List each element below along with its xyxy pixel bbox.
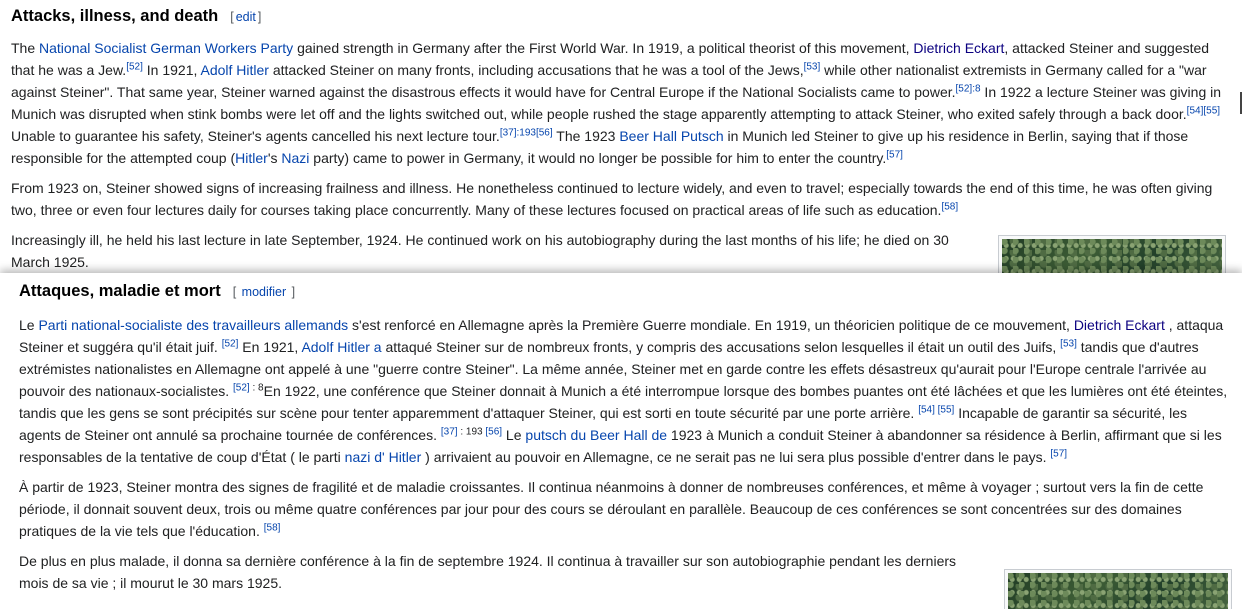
link-parti-national-socialiste[interactable]: Parti national-socialiste des travailleurs allemands [38,317,349,333]
ref-56[interactable]: [56] [485,426,503,438]
ref-52-8[interactable]: [52]:8 [955,83,981,95]
english-article-panel [0,0,1242,273]
text: , attacked Steiner and suggested that he was a Jew. [11,40,1210,78]
thumbnail-image [1008,573,1228,609]
link-beer-hall-putsch[interactable]: Beer Hall Putsch [619,128,724,144]
edit-section-link-wrapper: [ edit ] [230,10,262,24]
link-nazi[interactable]: Nazi [281,150,310,166]
link-adolf-hitler[interactable]: Adolf Hitler [200,62,269,78]
ref-37-193-56[interactable]: [37]:193[56] [499,127,553,139]
section-heading-fr [19,282,1229,301]
ref-53[interactable]: [53] [803,61,821,73]
section-heading-text: Attacks, illness, and death [11,7,219,25]
ref-58[interactable]: [58] [941,201,959,213]
ref-page-193: : 193 [457,426,486,438]
link-nazi-hitler[interactable]: nazi d' Hitler [344,449,422,465]
french-article-panel [0,273,1242,609]
ref-52[interactable]: [52] [233,382,250,394]
ref-54-55[interactable]: [54][55] [1186,105,1221,117]
text: 1923 à Munich a conduit Steiner à abandonner sa résidence à Berlin, affirmant que si les responsables de la tentative de coup d'État ( le parti [19,427,1222,465]
text: In 1921, [142,62,201,78]
link-dietrich-eckart[interactable]: Dietrich Eckart [913,40,1005,56]
french-article-content [19,282,1229,602]
text: party) came to power in Germany, it would no longer be possible for him to enter the country. [309,150,887,166]
text: ) arrivaient au pouvoir en Allemagne, ce ne serait pas ne lui sera plus possible d'entrer dans le pays. [421,449,1051,465]
link-dietrich-eckart[interactable]: Dietrich Eckart [1073,317,1165,333]
modifier-section-link[interactable]: modifier [241,285,287,299]
link-hitler[interactable]: Hitler [235,150,268,166]
article-thumbnail-en[interactable] [998,235,1226,273]
paragraph-fr-3: De plus en plus malade, il donna sa dernière conférence à la fin de septembre 1924. Il continua à travailler sur son autobiographie pendant les derniers mois de sa vie ; il mourut le 30 mars 1925. [19,553,957,591]
text: Le [502,427,526,443]
paragraph-en-1 [11,37,1226,169]
text: , attaqua Steiner et suggéra qu'il était juif. [19,317,1224,355]
text: gained strength in Germany after the First World War. In 1919, a political theorist of this movement, [293,40,914,56]
text: attaqué Steiner sur de nombreux fronts, y compris des accusations selon lesquelles il était un outil des Juifs, [381,339,1061,355]
english-article-content [11,7,1226,273]
section-heading-en [11,7,1226,26]
section-heading-text: Attaques, maladie et mort [19,282,221,300]
text: in Munich led Steiner to give up his residence in Berlin, saying that if those responsible for the attempted coup ( [11,128,1189,166]
text: tandis que d'autres extrémistes nationalistes en Allemagne ont appelé à une "guerre contre Steiner". La même année, Steiner met en garde contre les effets désastreux qu'aurait pour l'Europe centrale l'arrivée au pouvoir des nationaux-socialistes. [19,339,1207,399]
paragraph-en-3: Increasingly ill, he held his last lecture in late September, 1924. He continued work on his autobiography during the last months of his life; he died on 30 March 1925. [11,232,949,270]
text: The [11,40,40,56]
text: Incapable de garantir sa sécurité, les agents de Steiner ont annulé sa prochaine tournée de conférences. [19,405,1188,443]
ref-54-55[interactable]: [54] [55] [918,404,955,416]
ref-57[interactable]: [57] [886,149,903,161]
ref-37[interactable]: [37] [440,426,458,438]
ref-57[interactable]: [57] [1050,448,1068,460]
ref-58[interactable]: [58] [263,522,281,534]
text: attacked Steiner on many fronts, including accusations that he was a tool of the Jews, [268,62,804,78]
text: while other nationalist extremists in Germany called for a "war against Steiner". That same year, Steiner warned against the disastrous effects it would have for Central Europe if the National Socialists came to power. [11,62,1207,100]
link-putsch-beer-hall[interactable]: putsch du Beer Hall de [525,427,668,443]
paragraph-en-2 [11,177,1226,221]
text: Unable to guarantee his safety, Steiner's agents cancelled his next lecture tour. [11,128,500,144]
ref-53[interactable]: [53] [1060,338,1077,350]
text: À partir de 1923, Steiner montra des signes de fragilité et de maladie croissantes. Il continua néanmoins à donner de nombreuses conférences, et même à voyager ; surtout vers la fin de cette période, il donnait souvent deux, trois ou même quatre conférences par jour pour des cours se déroulant en parallèle. Beaucoup de ces conférences se sont concentrées sur des domaines pratiques de la vie tels que l'éducation. [19,479,1204,539]
ref-52[interactable]: [52] [126,61,143,73]
text: Le [19,317,39,333]
paragraph-fr-2 [19,476,1229,542]
text: From 1923 on, Steiner showed signs of increasing frailness and illness. He nonetheless continued to lecture widely, and even to travel; especially towards the end of this time, he was often giving two, three or even four lectures daily for courses taking place concurrently. Many of these lectures focused on practical areas of life such as education. [11,180,1213,218]
ref-52[interactable]: [52] [221,338,239,350]
text: En 1922, une conférence que Steiner donnait à Munich a été interrompue lorsque des bombes puantes ont été lâchées et que les lumières ont été éteintes, tandis que les gens se sont précipités sur scène pour tenter apparemment d'attaquer Steiner, qui est sorti en toute sécurité par une porte arrière. [19,383,1228,421]
article-thumbnail-fr[interactable] [1004,569,1232,609]
edit-section-link[interactable]: edit [235,10,256,24]
text: s'est renforcé en Allemagne après la Première Guerre mondiale. En 1919, un théoricien politique de ce mouvement, [348,317,1074,333]
text: In 1922 a lecture Steiner was giving in Munich was disrupted when stink bombs were let off and the lights switched out, while people rushed the stage apparently attempting to attack Steiner, who exited safely through a back door. [11,84,1222,122]
text: En 1921, [238,339,302,355]
modifier-section-link-wrapper: [ modifier ] [232,285,296,299]
text: The 1923 [552,128,620,144]
thumbnail-image [1002,239,1222,273]
ref-page-8: : 8 [249,382,264,394]
paragraph-fr-1 [19,314,1229,468]
link-nsdap[interactable]: National Socialist German Workers Party [39,40,294,56]
link-adolf-hitler[interactable]: Adolf Hitler a [301,339,382,355]
text: 's [267,150,282,166]
